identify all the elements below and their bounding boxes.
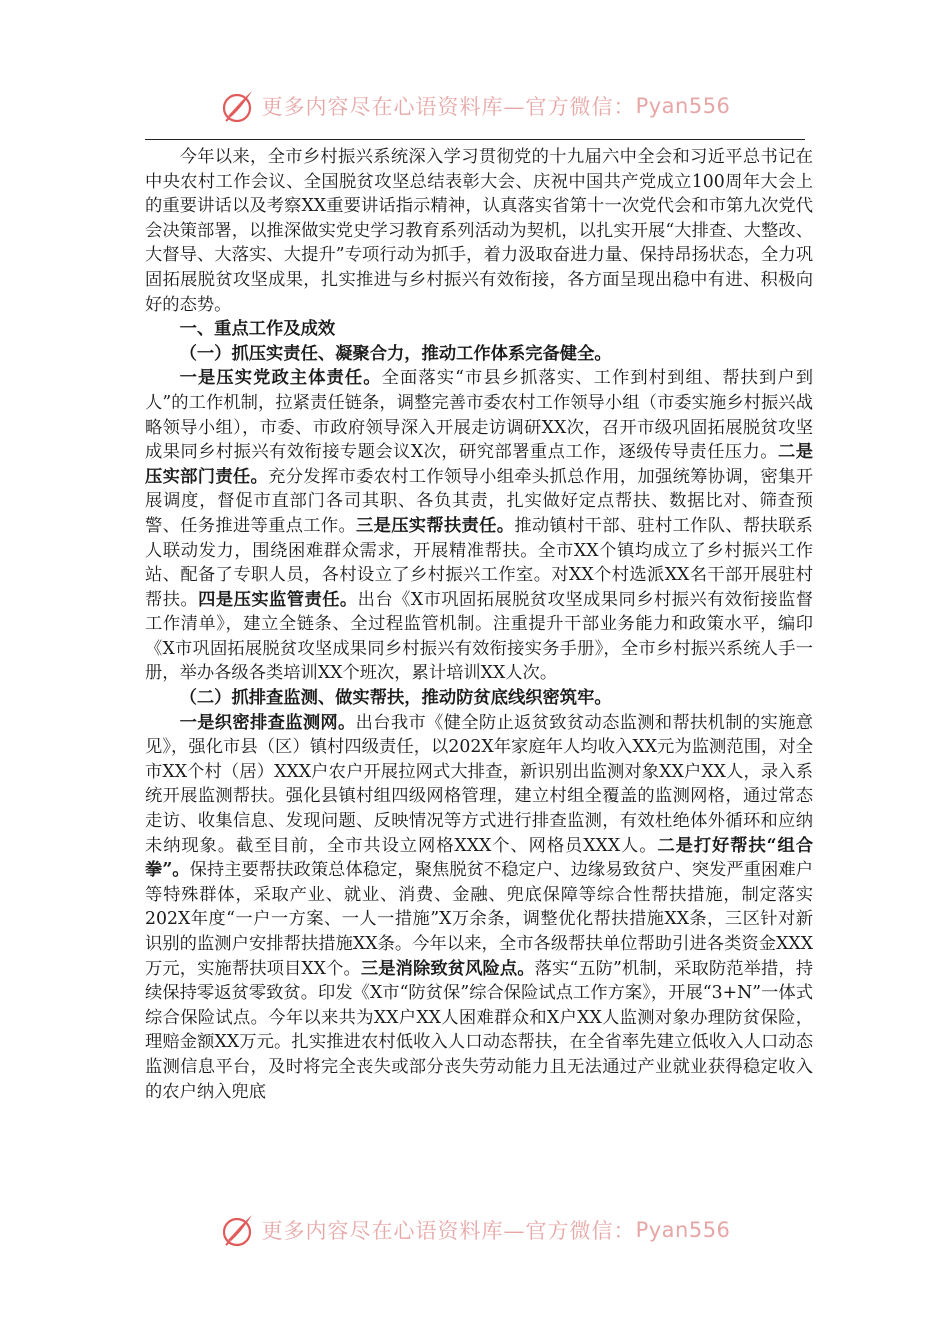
subsection-heading-1: （一）抓压实责任、凝聚合力，推动工作体系完备健全。 xyxy=(179,343,612,364)
text-3: 推动镇村干部、驻村工作队、帮扶联系人联动发力，围绕困难群众需求，开展精准帮扶。全市XX个镇均成立了乡村振兴工作站、配备了专职人员，各村设立了乡村振兴工作室。对XX个村选派XX名干部开展驻村帮扶。 xyxy=(145,515,813,610)
banner-wechat-id: Pyan556 xyxy=(635,94,731,118)
lead-2: 二是压实部门责任。 xyxy=(145,442,813,487)
quill-logo-icon xyxy=(220,88,256,124)
paragraph-responsibility xyxy=(145,366,813,686)
lead-3: 三是压实帮扶责任。 xyxy=(356,515,515,536)
header-banner xyxy=(0,86,950,126)
paragraph-monitoring xyxy=(145,711,813,1105)
text-7: 落实“五防”机制，采取防范举措，持续保持零返贫零致贫。印发《X市“防贫保”综合保险试点工作方案》，开展“3+N”一体式综合保险试点。今年以来共为XX户XX人困难群众和X户XX人监测对象办理防贫保险，理赔金额XX万元。扎实推进农村低收入人口动态帮扶，在全省率先建立低收入人口动态监测信息平台，及时将完全丧失或部分丧失劳动能力且无法通过产业就业获得稳定收入的农户纳入兜底 xyxy=(145,958,814,1102)
intro-paragraph: 今年以来，全市乡村振兴系统深入学习贯彻党的十九届六中全会和习近平总书记在中央农村工作会议、全国脱贫攻坚总结表彰大会、庆祝中国共产党成立100周年大会上的重要讲话以及考察XX重要讲话指示精神，认真落实省第十一次党代会和市第九次党代会决策部署，以推深做实党史学习教育系列活动为契机，以扎实开展“大排查、大整改、大督导、大落实、大提升”专项行动为抓手，着力汲取奋进力量、保持昂扬状态，全力巩固拓展脱贫攻坚成果，扎实推进与乡村振兴有效衔接，各方面呈现出稳中有进、积极向好的态势。 xyxy=(145,147,813,315)
header-rule xyxy=(145,139,805,140)
section-heading: 一、重点工作及成效 xyxy=(179,319,336,340)
document-body xyxy=(145,145,813,1104)
lead-1: 一是压实党政主体责任。 xyxy=(179,368,382,389)
footer-banner xyxy=(0,1210,950,1250)
subsection-heading-2: （二）抓排查监测、做实帮扶，推动防贫底线织密筑牢。 xyxy=(179,688,612,709)
banner-wechat-id: Pyan556 xyxy=(635,1218,731,1242)
lead-6: 二是打好帮扶“组合拳”。 xyxy=(145,835,813,881)
text-5: 出台我市《健全防止返贫致贫动态监测和帮扶机制的实施意见》，强化市县（区）镇村四级责任，以202X年家庭年人均收入XX元为监测范围，对全市XX个村（居）XXX户农户开展拉网式大排查，新识别出监测对象XX户XX人，录入系统开展监测帮扶。强化县镇村组四级网格管理，建立村组全覆盖的监测网格，通过常态走访、收集信息、发现问题、反映情况等方式进行排查监测，有效杜绝体外循环和应纳未纳现象。截至目前，全市共设立网格XXX个、网格员XXX人。 xyxy=(145,712,813,856)
quill-logo-icon xyxy=(220,1212,256,1248)
text-6: 保持主要帮扶政策总体稳定，聚焦脱贫不稳定户、边缘易致贫户、突发严重困难户等特殊群体，采取产业、就业、消费、金融、兜底保障等综合性帮扶措施，制定落实202X年度“一户一方案、一人一措施”X万余条，调整优化帮扶措施XX条，三区针对新识别的监测户安排帮扶措施XX条。今年以来，全市各级帮扶单位帮助引进各类资金XXX万元，实施帮扶项目XX个。 xyxy=(145,860,813,979)
text-4: 出台《X市巩固拓展脱贫攻坚成果同乡村振兴有效衔接监督工作清单》，建立全链条、全过程监管机制。注重提升干部业务能力和政策水平，编印《X市巩固拓展脱贫攻坚成果同乡村振兴有效衔接实务手册》，全市乡村振兴系统人手一册，举办各级各类培训XX个班次，累计培训XX人次。 xyxy=(145,589,813,684)
lead-4: 四是压实监管责任。 xyxy=(198,589,358,610)
banner-text: 更多内容尽在心语资料库—官方微信： xyxy=(261,1219,636,1243)
banner-text: 更多内容尽在心语资料库—官方微信： xyxy=(261,95,636,119)
text-1: 全面落实“市县乡抓落实、工作到村到组、帮扶到户到人”的工作机制，拉紧责任链条，调整完善市委农村工作领导小组（市委实施乡村振兴战略领导小组），市委、市政府领导深入开展走访调研XX次，召开市级巩固拓展脱贫攻坚成果同乡村振兴有效衔接专题会议X次，研究部署重点工作，逐级传导责任压力。 xyxy=(145,368,813,463)
text-2: 充分发挥市委农村工作领导小组牵头抓总作用，加强统筹协调，密集开展调度，督促市直部门各司其职、各负其责，扎实做好定点帮扶、数据比对、筛查预警、任务推进等重点工作。 xyxy=(145,466,813,536)
lead-5: 一是织密排查监测网。 xyxy=(179,712,356,733)
lead-7: 三是消除致贫风险点。 xyxy=(360,958,535,979)
